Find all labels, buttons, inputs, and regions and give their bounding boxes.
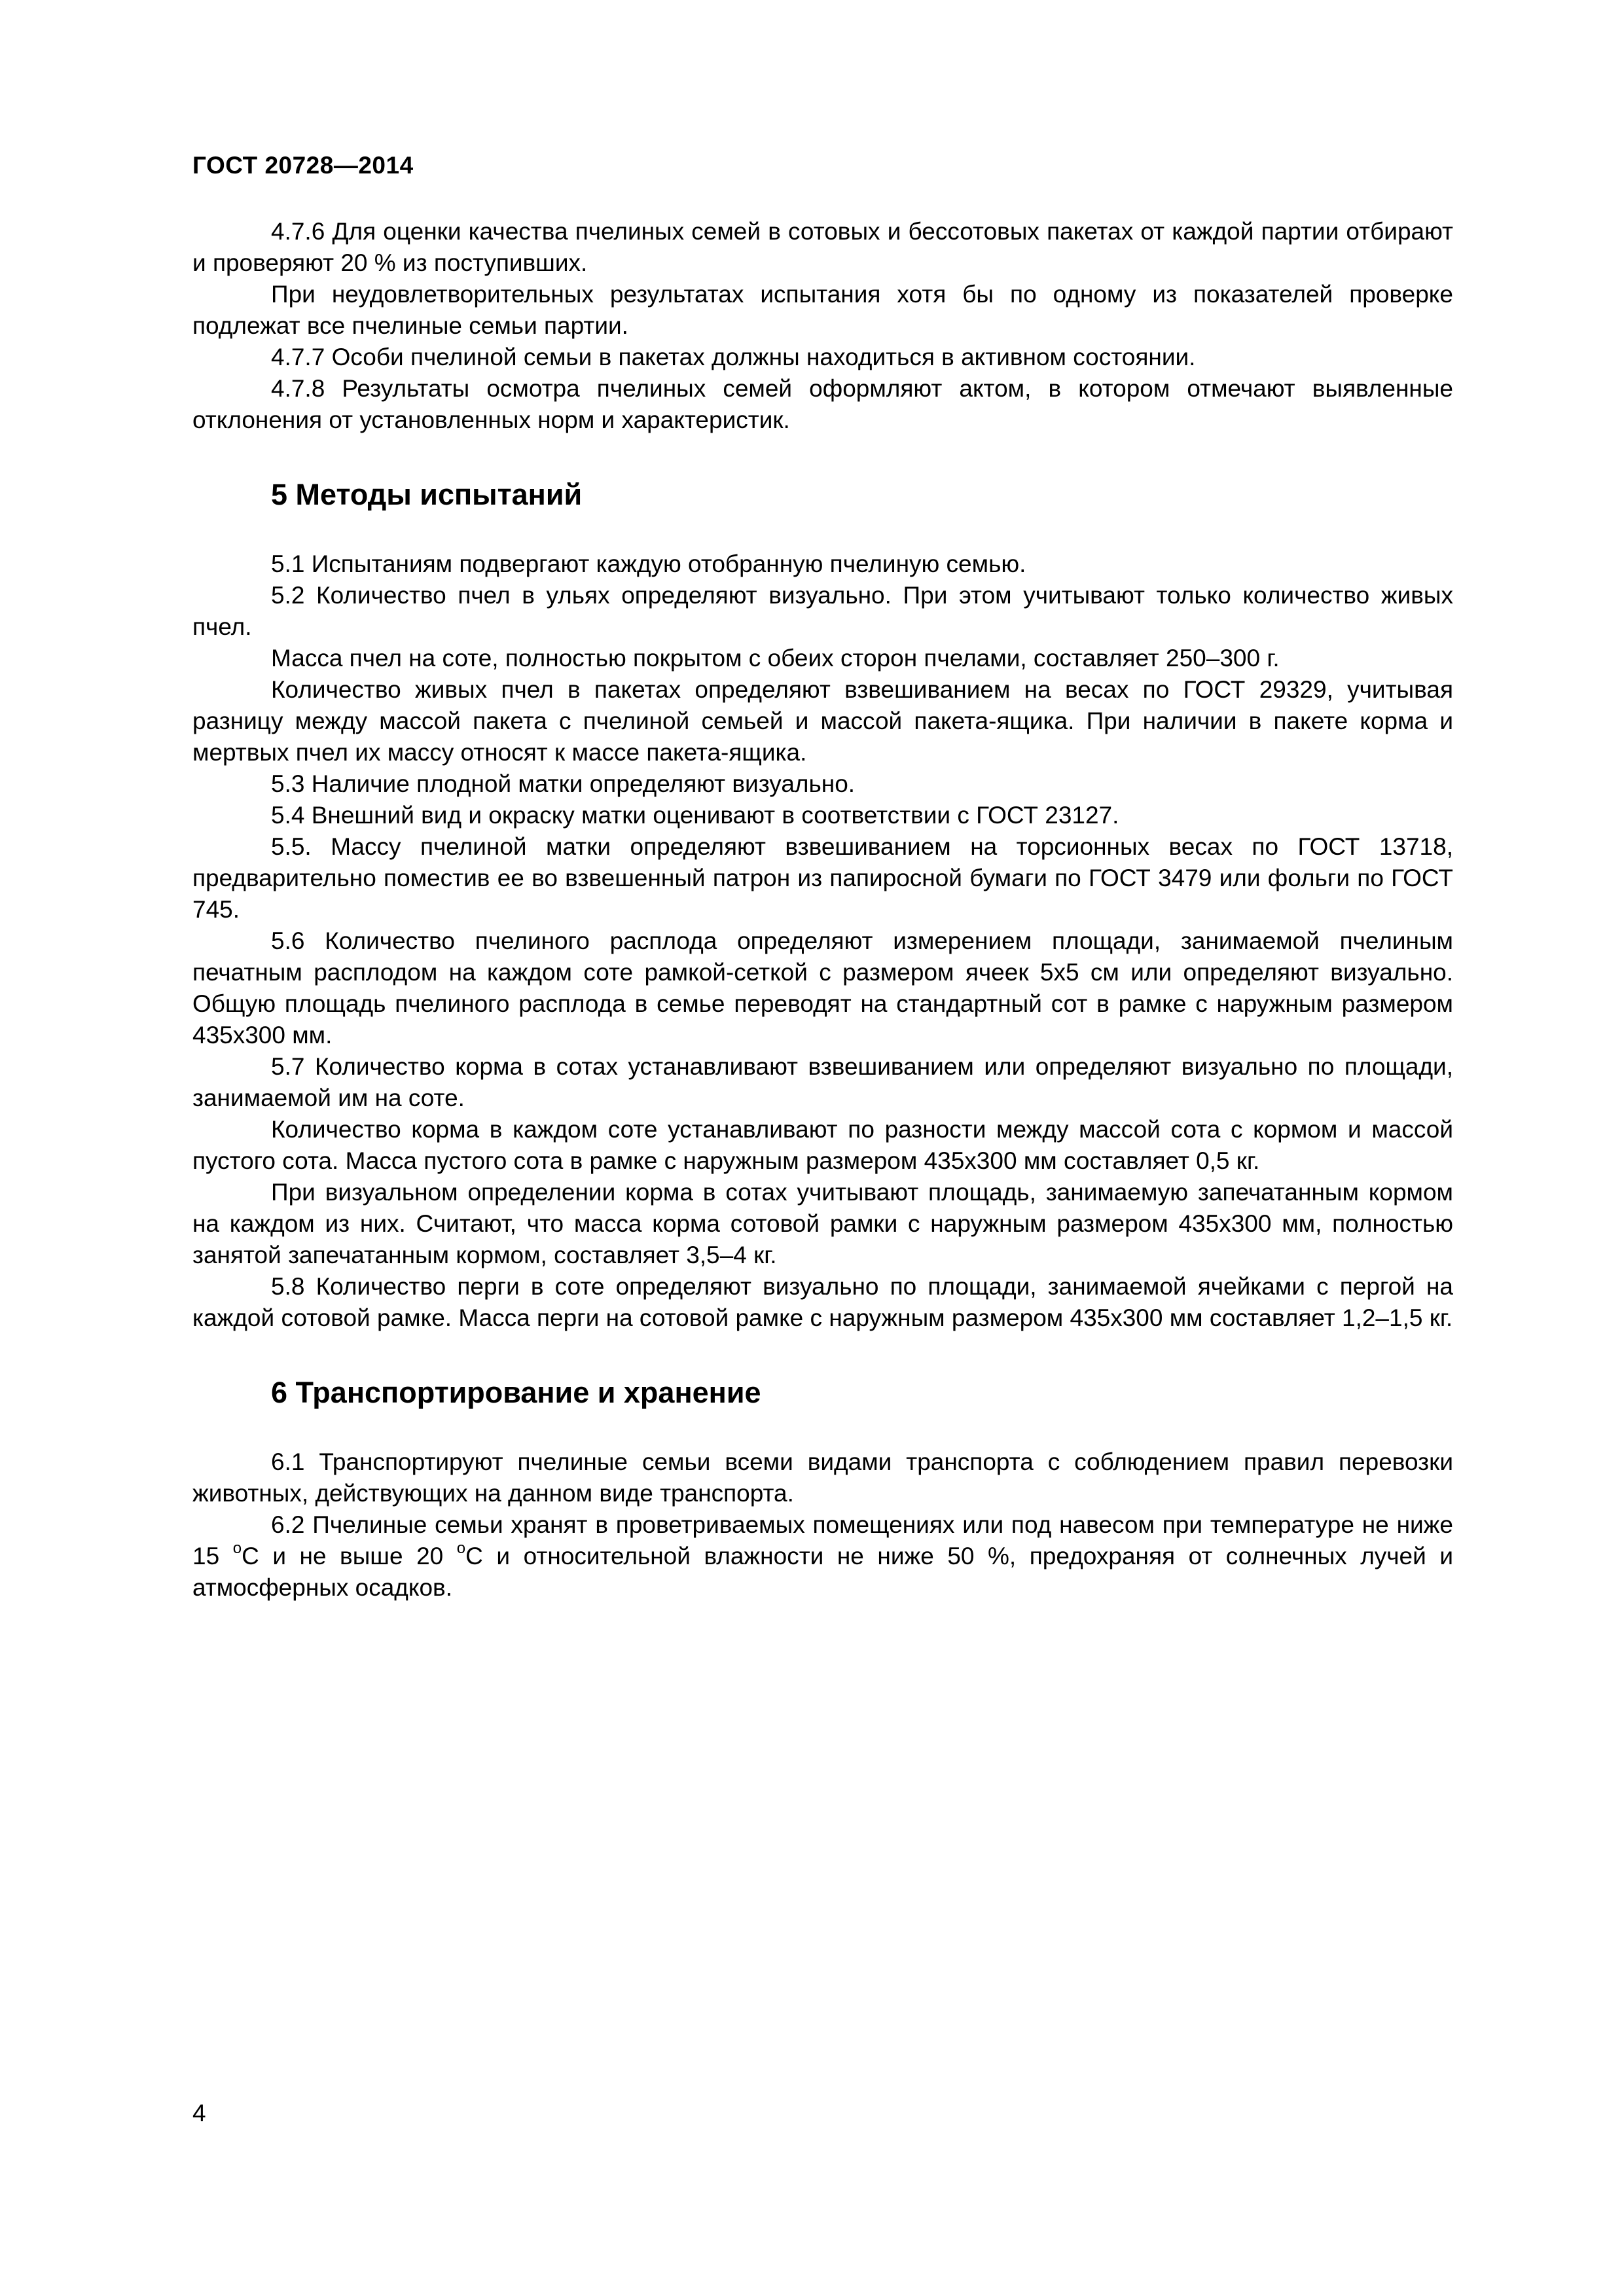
document-body <box>192 216 1453 1604</box>
paragraph-5-3: 5.3 Наличие плодной матки определяют визуально. <box>271 770 856 797</box>
degree-superscript: о <box>232 1539 242 1557</box>
paragraph-4-7-8: 4.7.8 Результаты осмотра пчелиных семей оформляют актом, в котором отмечают выявленные отклонения от установленных норм и характеристик. <box>192 375 1453 433</box>
page-number: 4 <box>192 2100 206 2126</box>
paragraph-4-7-6-continued: При неудовлетворительных результатах испытания хотя бы по одному из показателей проверке подлежат все пчелиные семьи партии. <box>192 281 1453 339</box>
paragraph-5-5: 5.5. Массу пчелиной матки определяют взвешиванием на торсионных весах по ГОСТ 13718, предварительно поместив ее во взвешенный патрон из папиросной бумаги по ГОСТ 3479 или фольги по ГОСТ 745. <box>192 833 1453 923</box>
standard-code-header: ГОСТ 20728—2014 <box>192 152 414 179</box>
paragraph-5-1: 5.1 Испытаниям подвергают каждую отобранную пчелиную семью. <box>271 550 1026 577</box>
paragraph-5-2-mass: Масса пчел на соте, полностью покрытом с обеих сторон пчелами, составляет 250–300 г. <box>271 645 1280 672</box>
paragraph-5-4: 5.4 Внешний вид и окраску матки оценивают в соответствии с ГОСТ 23127. <box>271 802 1119 829</box>
paragraph-5-2-packages: Количество живых пчел в пакетах определяют взвешиванием на весах по ГОСТ 29329, учитывая разницу между массой пакета с пчелиной семьей и массой пакета-ящика. При наличии в пакете корма и мертвых пчел их массу относят к массе пакета-ящика. <box>192 676 1453 766</box>
paragraph-5-7-difference: Количество корма в каждом соте устанавливают по разности между массой сота с кормом и массой пустого сота. Масса пустого сота в рамке с наружным размером 435x300 мм составляет 0,5 кг. <box>192 1116 1453 1174</box>
degree-superscript: о <box>456 1539 466 1557</box>
paragraph-4-7-7: 4.7.7 Особи пчелиной семьи в пакетах должны находиться в активном состоянии. <box>271 344 1196 370</box>
paragraph-5-6: 5.6 Количество пчелиного расплода определяют измерением площади, занимаемой пчелиным печатным расплодом на каждом соте рамкой-сеткой с размером ячеек 5x5 см или определяют визуально. Общую площадь пчелиного расплода в семье переводят на стандартный сот в рамке с наружным размером 435x300 мм. <box>192 927 1453 1049</box>
paragraph-6-2-part3: С и относительной влажности не ниже 50 %, предохраняя от солнечных лучей и атмосферных осадков. <box>192 1543 1454 1601</box>
paragraph-4-7-6: 4.7.6 Для оценки качества пчелиных семей в сотовых и бессотовых пакетах от каждой партии отбирают и проверяют 20 % из поступивших. <box>192 218 1453 276</box>
paragraph-5-8: 5.8 Количество перги в соте определяют визуально по площади, занимаемой ячейками с пергой на каждой сотовой рамке. Масса перги на сотовой рамке с наружным размером 435x300 мм составляет 1,2–1,5 кг. <box>192 1273 1453 1331</box>
paragraph-5-2: 5.2 Количество пчел в ульях определяют визуально. При этом учитывают только количество живых пчел. <box>192 582 1453 640</box>
paragraph-5-7-visual: При визуальном определении корма в сотах учитывают площадь, занимаемую запечатанным кормом на каждом из них. Считают, что масса корма сотовой рамки с наружным размером 435x300 мм, полностью занятой запечатанным кормом, составляет 3,5–4 кг. <box>192 1179 1453 1268</box>
paragraph-5-7: 5.7 Количество корма в сотах устанавливают взвешиванием или определяют визуально по площади, занимаемой им на соте. <box>192 1053 1453 1111</box>
paragraph-6-2-part1: 6.2 Пчелиные семьи хранят в проветриваемых помещениях или под навесом при температуре не ниже 15 <box>192 1511 1453 1570</box>
section-6-heading: 6 Транспортирование и хранение <box>271 1376 761 1409</box>
section-5-heading: 5 Методы испытаний <box>271 478 583 511</box>
paragraph-6-2-part2: С и не выше 20 <box>242 1543 457 1570</box>
paragraph-6-2 <box>192 1509 1453 1604</box>
paragraph-6-1: 6.1 Транспортируют пчелиные семьи всеми видами транспорта с соблюдением правил перевозки животных, действующих на данном виде транспорта. <box>192 1448 1453 1507</box>
